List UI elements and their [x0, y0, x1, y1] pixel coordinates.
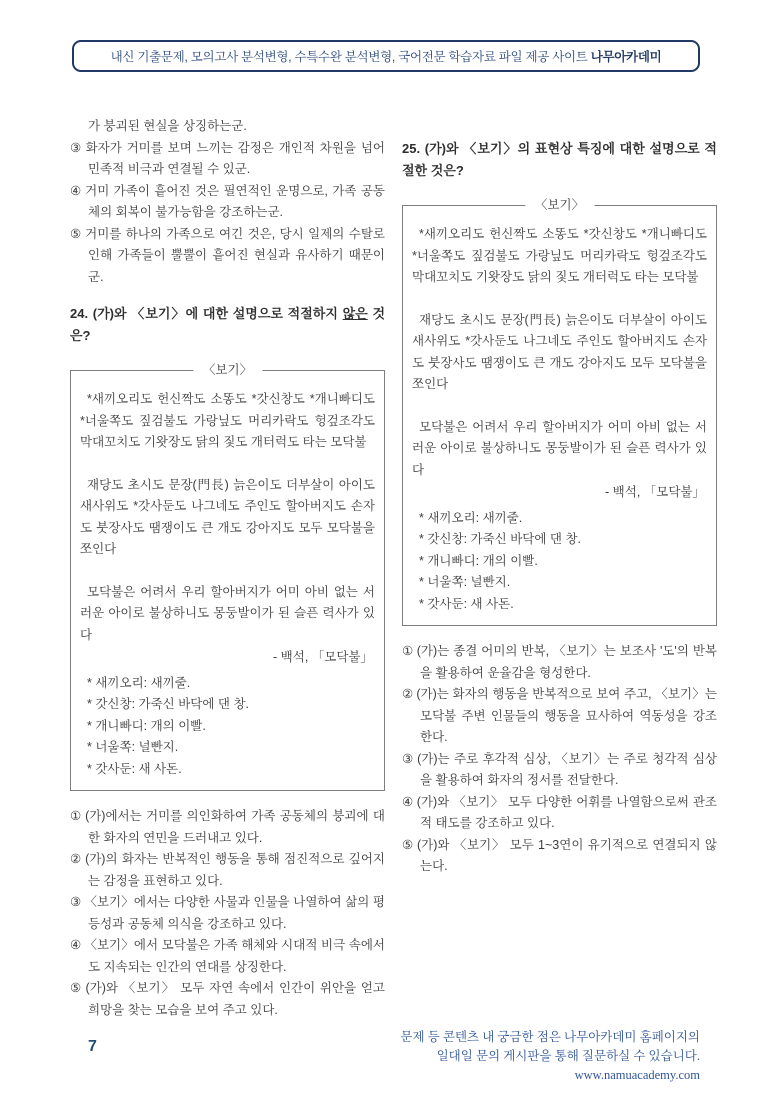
choice-text: (가)와 〈보기〉 모두 1~3연이 유기적으로 연결되지 않는다.	[417, 837, 717, 873]
choice-item	[70, 138, 385, 181]
right-column	[402, 116, 717, 1021]
choice-number: ④	[70, 938, 82, 952]
header-banner	[72, 40, 700, 72]
choice-text: 가 붕괴된 현실을 상징하는군.	[88, 119, 247, 133]
choice-number: ③	[70, 895, 82, 909]
choice-number: ①	[70, 809, 83, 823]
question-24-title-suffix: 것은?	[70, 306, 385, 343]
choice-text: (가)의 화자는 반복적인 행동을 통해 점진적으로 깊어지는 감정을 표현하고 있다.	[85, 852, 385, 888]
footnote: * 새끼오리: 새끼줄.	[419, 510, 523, 525]
choice-number: ⑤	[70, 981, 83, 995]
poem-attribution: - 백석, 「모닥불」	[605, 485, 705, 499]
choice-text: (가)는 주로 후각적 심상, 〈보기〉는 주로 청각적 심상을 활용하여 화자의 정서를 전달한다.	[417, 751, 717, 787]
choice-number: ⑤	[402, 837, 415, 852]
choice-item	[70, 978, 385, 1021]
choice-item	[70, 849, 385, 892]
choice-item	[402, 749, 717, 792]
choice-continuation	[70, 116, 385, 138]
question-24-title-text: 24. (가)와 〈보기〉에 대한 설명으로 적절하지	[70, 306, 343, 321]
footnote: * 갓사둔: 새 사돈.	[87, 761, 182, 776]
footer-note-line1: 문제 등 콘텐츠 내 궁금한 점은 나무아카데미 홈페이지의	[400, 1030, 700, 1044]
left-column	[70, 116, 385, 1021]
footer-url: www.namuacademy.com	[574, 1068, 700, 1082]
header-banner-text: 내신 기출문제, 모의고사 분석변형, 수특수완 분석변형, 국어전문 학습자료 파일 제공 사이트	[110, 50, 591, 64]
choice-item	[70, 935, 385, 978]
choice-item	[402, 792, 717, 835]
question-25-choices	[402, 641, 717, 878]
two-column-layout	[70, 116, 718, 1021]
question-24-title	[70, 303, 385, 346]
poem-stanza-3: 모닥불은 어려서 우리 할아버지가 어미 아비 없는 서러운 아이로 불상하니도 몽둥발이가 된 슬픈 력사가 있다	[80, 584, 375, 642]
boki-label: 〈보기〉	[193, 360, 262, 382]
question-25-title	[402, 138, 717, 181]
question-25-title-text: 25. (가)와 〈보기〉의 표현상 특징에 대한 설명으로 적절한 것은?	[402, 141, 717, 178]
poem-stanza-2: 재당도 초시도 문장(門長) 늙은이도 더부살이 아이도 새사위도 *갓사둔도 나그네도 주인도 할아버지도 손자도 붓장사도 땜쟁이도 큰 개도 강아지도 모두 모닥불을 쪼인다	[80, 477, 375, 556]
footnote: * 개니빠디: 개의 이빨.	[419, 553, 538, 568]
poem-stanza-3: 모닥불은 어려서 우리 할아버지가 어미 아비 없는 서러운 아이로 불상하니도 몽둥발이가 된 슬픈 력사가 있다	[412, 419, 707, 477]
boki-box-q24	[70, 363, 385, 791]
choice-item	[70, 806, 385, 849]
choice-item	[402, 641, 717, 684]
choice-number: ④	[70, 183, 83, 198]
choice-text: 화자가 거미를 보며 느끼는 감정은 개인적 차원을 넘어 민족적 비극과 연결될 수 있군.	[85, 140, 385, 176]
choice-text: (가)와 〈보기〉 모두 다양한 어휘를 나열함으로써 관조적 태도를 강조하고 있다.	[416, 794, 717, 830]
footnote: * 개니빠디: 개의 이빨.	[87, 718, 206, 733]
choice-text: 〈보기〉에서는 다양한 사물과 인물을 나열하여 삶의 평등성과 공동체 의식을 강조하고 있다.	[84, 895, 385, 931]
poem-stanza-1: *새끼오리도 헌신짝도 소똥도 *갓신창도 *개니빠디도 *너울쪽도 짚검불도 가랑닢도 머리카락도 헝겊조각도 막대꼬치도 기왓장도 닭의 짗도 개터럭도 타는 모닥불	[80, 392, 375, 449]
choice-item	[402, 835, 717, 878]
choice-text: (가)에서는 거미를 의인화하여 가족 공동체의 붕괴에 대한 화자의 연민을 드러내고 있다.	[85, 809, 385, 845]
choice-number: ①	[402, 644, 414, 658]
choice-text: 〈보기〉에서 모닥불은 가족 해체와 시대적 비극 속에서도 지속되는 인간의 연대를 상징한다.	[84, 938, 385, 974]
choice-number: ②	[70, 852, 83, 866]
choice-text: (가)는 화자의 행동을 반복적으로 보여 주고, 〈보기〉는 모닥불 주변 인물들의 행동을 묘사하여 역동성을 강조한다.	[416, 687, 717, 744]
choice-number: ③	[70, 140, 83, 155]
footnote: * 갓신창: 가죽신 바닥에 댄 창.	[87, 697, 250, 711]
poem-stanza-1: *새끼오리도 헌신짝도 소똥도 *갓신창도 *개니빠디도 *너울쪽도 짚검불도 가랑닢도 머리카락도 헝겊조각도 막대꼬치도 기왓장도 닭의 짗도 개터럭도 타는 모닥불	[412, 227, 707, 284]
boki-label: 〈보기〉	[525, 195, 594, 217]
footnote: * 새끼오리: 새끼줄.	[87, 675, 191, 690]
choice-text: 거미를 하나의 가족으로 여긴 것은, 당시 일제의 수탈로 인해 가족들이 뿔뿔이 흩어진 현실과 유사하기 때문이군.	[85, 226, 385, 284]
question-24-choices	[70, 806, 385, 1021]
boki-box-q25	[402, 198, 717, 626]
choice-item	[402, 684, 717, 749]
choice-item	[70, 181, 385, 224]
poem-stanza-2: 재당도 초시도 문장(門長) 늙은이도 더부살이 아이도 새사위도 *갓사둔도 나그네도 주인도 할아버지도 손자도 붓장사도 땜쟁이도 큰 개도 강아지도 모두 모닥불을 쪼인다	[412, 312, 707, 391]
choice-item	[70, 224, 385, 289]
site-name: 나무아카데미	[590, 50, 662, 64]
question-24-title-underlined: 않은	[342, 306, 368, 321]
footnote: * 갓신창: 가죽신 바닥에 댄 창.	[419, 532, 582, 546]
choice-text: (가)는 종결 어미의 반복, 〈보기〉는 보조사 '도'의 반복을 활용하여 운율감을 형성한다.	[416, 644, 717, 680]
footnote: * 갓사둔: 새 사돈.	[419, 596, 514, 611]
poem-footnotes	[412, 508, 707, 616]
choice-text: (가)와 〈보기〉 모두 자연 속에서 인간이 위안을 얻고 희망을 찾는 모습을 보여 주고 있다.	[85, 981, 386, 1017]
poem-footnotes	[80, 673, 375, 781]
page-number: 7	[88, 1038, 97, 1055]
choice-text: 거미 가족이 흩어진 것은 필연적인 운명으로, 가족 공동체의 회복이 불가능함을 강조하는군.	[85, 183, 385, 219]
footer-note-line2: 일대일 문의 게시판을 통해 질문하실 수 있습니다.	[436, 1049, 700, 1063]
choice-item	[70, 892, 385, 935]
footnote: * 너울쪽: 널빤지.	[419, 575, 511, 589]
footnote: * 너울쪽: 널빤지.	[87, 740, 179, 754]
poem-attribution: - 백석, 「모닥불」	[273, 650, 373, 664]
choice-number: ④	[402, 794, 414, 809]
previous-question-choices	[70, 116, 385, 288]
choice-number: ③	[402, 751, 415, 766]
choice-number: ⑤	[70, 226, 83, 241]
footer-note	[400, 1028, 700, 1085]
choice-number: ②	[402, 687, 414, 701]
